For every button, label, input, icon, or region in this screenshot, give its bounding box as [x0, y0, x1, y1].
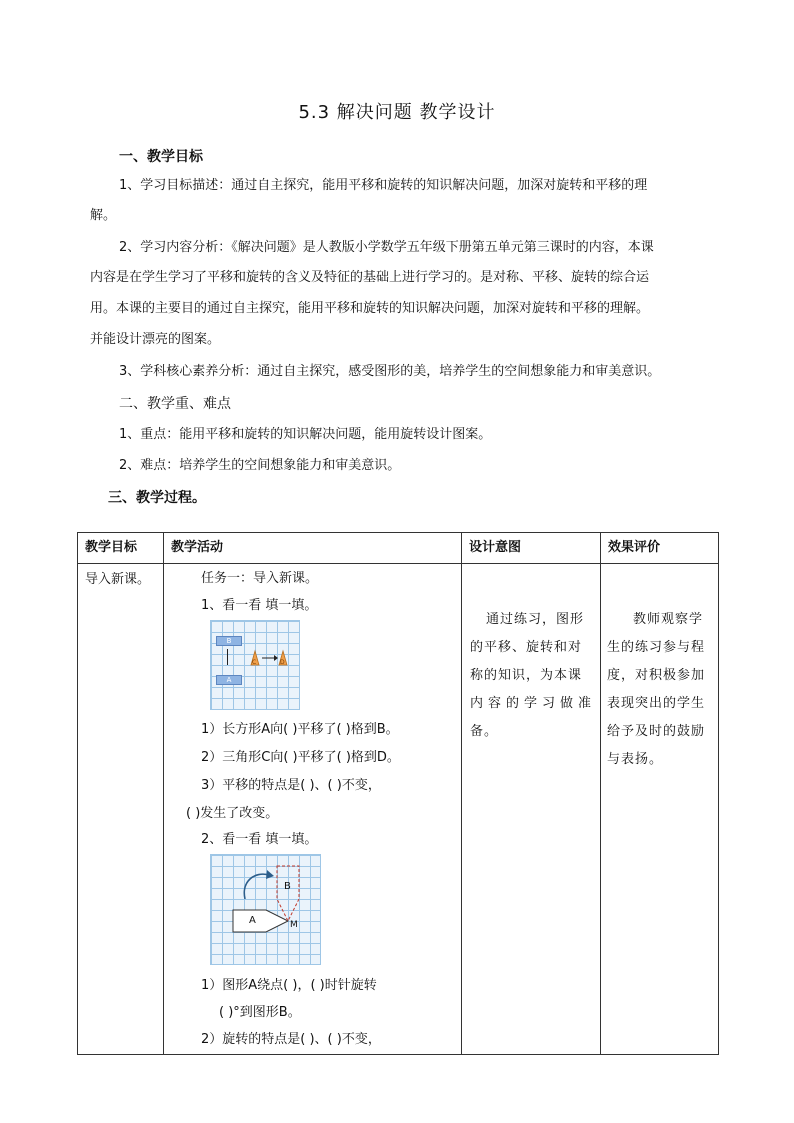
evaluation-line: 生的练习参与程 — [607, 640, 706, 655]
up-arrow-icon — [227, 649, 228, 665]
difficult-point: 2、难点：培养学生的空间想象能力和审美意识。 — [119, 458, 401, 473]
paragraph-2d: 并能设计漂亮的图案。 — [90, 332, 221, 347]
evaluation-line: 教师观察学 — [633, 612, 704, 627]
paragraph-1a: 1、学习目标描述：通过自主探究，能用平移和旋转的知识解决问题，加深对旋转和平移的理 — [119, 178, 648, 193]
header-evaluation: 效果评价 — [601, 533, 719, 564]
point-m-label: M — [290, 920, 298, 930]
intent-line: 内容的学习做准 — [470, 696, 597, 711]
question-2-title: 2、看一看 填一填。 — [201, 832, 318, 847]
intent-line: 通过练习，图形 — [486, 612, 585, 627]
q1-line-3b: ( )发生了改变。 — [186, 806, 279, 821]
q1-line-3a: 3）平移的特点是( )、( )不变， — [201, 778, 381, 793]
teaching-process-table — [77, 532, 719, 1055]
evaluation-line: 表现突出的学生 — [607, 696, 706, 711]
intent-cell — [462, 564, 600, 1054]
intent-line: 称的知识，为本课 — [470, 668, 583, 683]
shape-b-label: B — [284, 881, 291, 892]
activity-cell — [164, 564, 461, 1054]
q2-line-1a: 1）图形A绕点( )，( )时针旋转 — [201, 978, 377, 993]
q1-line-2: 2）三角形C向( )平移了( )格到D。 — [201, 750, 400, 765]
goal-cell: 导入新课。 — [85, 572, 151, 587]
shape-a-label: A — [249, 915, 256, 926]
key-point: 1、重点：能用平移和旋转的知识解决问题，能用旋转设计图案。 — [119, 427, 492, 442]
header-intent: 设计意图 — [462, 533, 601, 564]
rectangle-a: A — [216, 675, 242, 685]
paragraph-2c: 用。本课的主要目的通过自主探究，能用平移和旋转的知识解决问题，加深对旋转和平移的理解。 — [90, 301, 650, 316]
section-1-heading: 一、教学目标 — [119, 149, 203, 165]
triangle-c-label: C — [252, 659, 257, 666]
q2-line-2: 2）旋转的特点是( )、( )不变， — [201, 1032, 381, 1047]
rotation-shapes — [211, 855, 320, 964]
evaluation-cell — [601, 564, 718, 1054]
section-3-heading: 三、教学过程。 — [108, 490, 206, 506]
paragraph-3: 3、学科核心素养分析：通过自主探究，感受图形的美，培养学生的空间想象能力和审美意识。 — [119, 364, 661, 379]
header-goal: 教学目标 — [78, 533, 164, 564]
rectangle-b: B — [216, 636, 242, 646]
q2-line-1b: ( )°到图形B。 — [219, 1005, 301, 1020]
evaluation-line: 给予及时的鼓励 — [607, 724, 706, 739]
section-2-heading: 二、教学重、难点 — [119, 396, 231, 412]
q1-line-1: 1）长方形A向( )平移了( )格到B。 — [201, 722, 399, 737]
task-label: 任务一：导入新课。 — [201, 571, 319, 586]
paragraph-2a: 2、学习内容分析：《解决问题》是人教版小学数学五年级下册第五单元第三课时的内容，本课 — [119, 240, 654, 255]
paragraph-1b: 解。 — [90, 208, 117, 223]
question-1-title: 1、看一看 填一填。 — [201, 598, 318, 613]
header-activity: 教学活动 — [164, 533, 462, 564]
intent-line: 备。 — [470, 724, 499, 739]
evaluation-line: 与表扬。 — [607, 752, 664, 767]
intent-line: 的平移、旋转和对 — [470, 640, 583, 655]
evaluation-line: 度，对积极参加 — [607, 668, 706, 683]
triangle-d-label: D — [280, 659, 285, 666]
rotation-figure — [210, 854, 321, 965]
page-title: 5.3 解决问题 教学设计 — [298, 102, 496, 123]
paragraph-2b: 内容是在学生学习了平移和旋转的含义及特征的基础上进行学习的。是对称、平移、旋转的综合运 — [90, 270, 650, 285]
translation-figure — [210, 620, 300, 710]
